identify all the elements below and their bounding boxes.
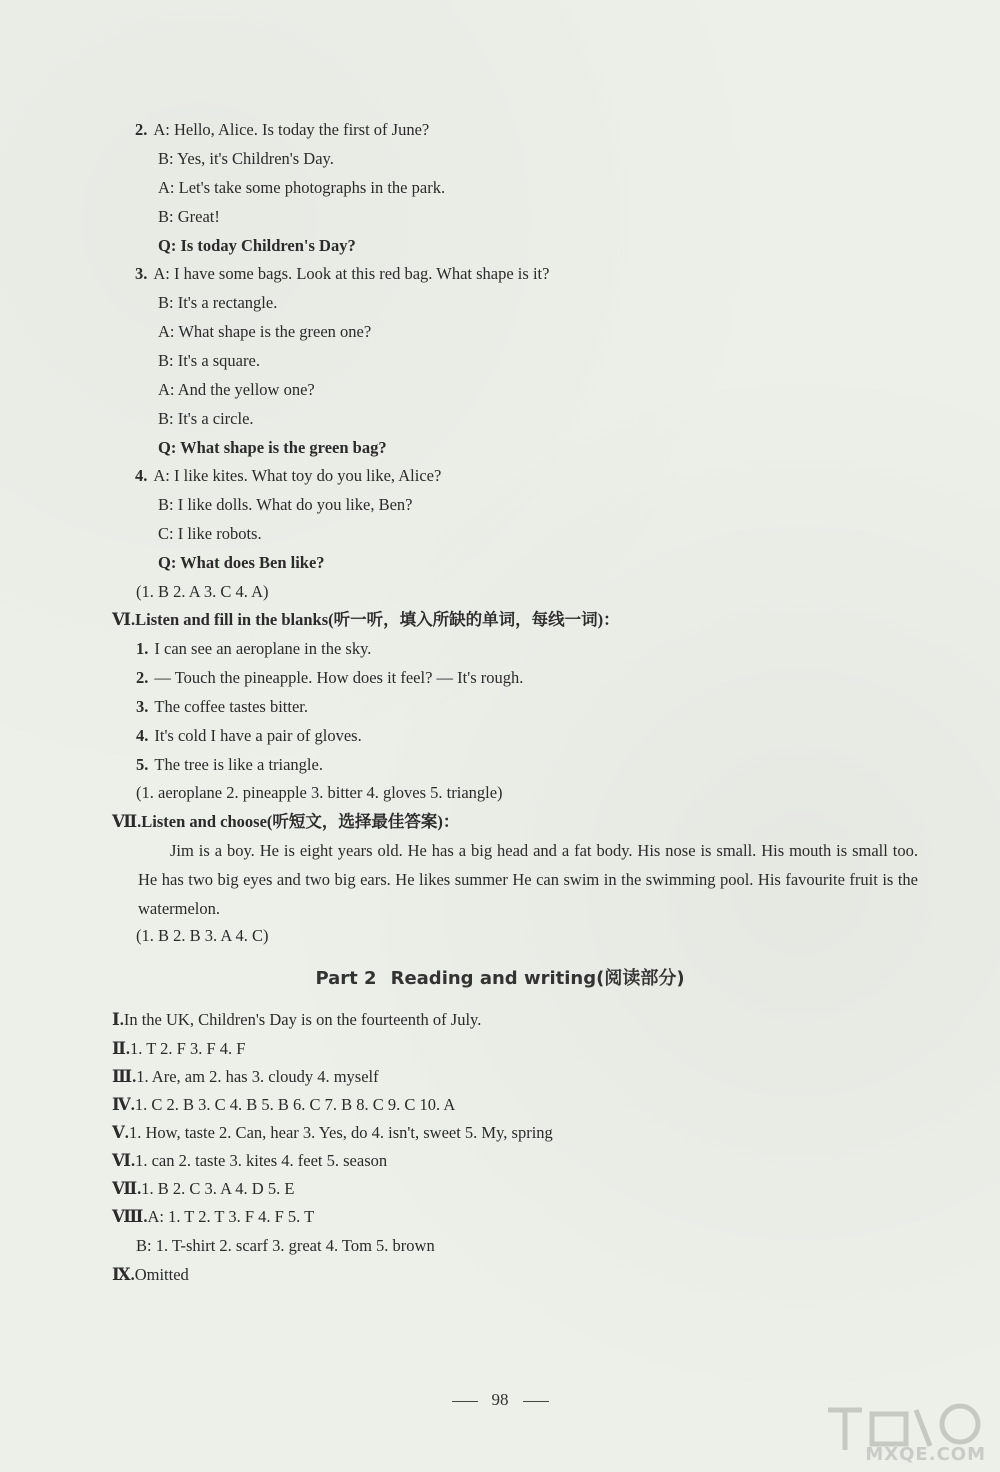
section7-heading: Ⅶ.Listen and choose(听短文，选择最佳答案)：: [112, 812, 460, 831]
part2-answer-8a: Ⅷ.A: 1. T 2. T 3. F 4. F 5. T: [112, 1207, 315, 1226]
section5-answers: (1. B 2. A 3. C 4. A): [136, 582, 269, 601]
section6-item-4: 4. It's cold I have a pair of gloves.: [136, 726, 362, 745]
dialog4-line-1: 4. A: I like kites. What toy do you like, Alice?: [135, 466, 442, 485]
part2-answer-8b: B: 1. T-shirt 2. scarf 3. great 4. Tom 5. brown: [136, 1236, 435, 1255]
dialog3-question: Q: What shape is the green bag?: [158, 438, 387, 457]
section6-item-2: 2. — Touch the pineapple. How does it feel? — It's rough.: [136, 668, 524, 687]
part2-answer-6: Ⅵ.1. can 2. taste 3. kites 4. feet 5. season: [112, 1151, 388, 1170]
dialog4-line-2: B: I like dolls. What do you like, Ben?: [158, 495, 413, 514]
dialog2-question: Q: Is today Children's Day?: [158, 236, 356, 255]
dialog2-line-2: B: Yes, it's Children's Day.: [158, 149, 334, 168]
section6-answers: (1. aeroplane 2. pineapple 3. bitter 4. gloves 5. triangle): [136, 783, 503, 802]
part2-answer-3: Ⅲ.1. Are, am 2. has 3. cloudy 4. myself: [112, 1067, 379, 1086]
dialog3-line-5: A: And the yellow one?: [158, 380, 315, 399]
dialog4-line-3: C: I like robots.: [158, 524, 262, 543]
dialog4-question: Q: What does Ben like?: [158, 553, 325, 572]
section7-passage: Jim is a boy. He is eight years old. He has a big head and a fat body. His nose is small. His mouth is small too. He has two big eyes and two big ears. He likes summer He can swim in the swimming pool. His favourite fruit is the watermelon.: [138, 841, 918, 918]
section6-item-5: 5. The tree is like a triangle.: [136, 755, 323, 774]
page-number: 98: [0, 1390, 1000, 1410]
part2-answer-4: Ⅳ.1. C 2. B 3. C 4. B 5. B 6. C 7. B 8. C 9. C 10. A: [112, 1095, 456, 1114]
dialog3-line-2: B: It's a rectangle.: [158, 293, 278, 312]
watermark-text: MXQE.COM: [865, 1444, 986, 1465]
part2-answer-9: Ⅸ.Omitted: [112, 1265, 189, 1284]
section6-heading: Ⅵ.Listen and fill in the blanks(听一听，填入所缺的单词，每线一词)：: [112, 610, 620, 629]
section6-item-1: 1. I can see an aeroplane in the sky.: [136, 639, 372, 658]
part2-answer-7: Ⅶ.1. B 2. C 3. A 4. D 5. E: [112, 1179, 295, 1198]
dialog3-line-3: A: What shape is the green one?: [158, 322, 372, 341]
part2-answer-5: Ⅴ.1. How, taste 2. Can, hear 3. Yes, do 4. isn't, sweet 5. My, spring: [112, 1123, 553, 1142]
part2-answer-1: Ⅰ.In the UK, Children's Day is on the fourteenth of July.: [112, 1010, 482, 1029]
dialog3-line-4: B: It's a square.: [158, 351, 260, 370]
dialog3-line-1: 3. A: I have some bags. Look at this red bag. What shape is it?: [135, 264, 550, 283]
dialog3-line-6: B: It's a circle.: [158, 409, 254, 428]
section7-answers: (1. B 2. B 3. A 4. C): [136, 926, 269, 945]
part2-heading: Part 2 Reading and writing(阅读部分): [315, 968, 685, 989]
dialog2-line-1: 2. A: Hello, Alice. Is today the first of June?: [135, 120, 430, 139]
dialog2-line-4: B: Great!: [158, 207, 220, 226]
dialog2-line-3: A: Let's take some photographs in the park.: [158, 178, 446, 197]
section6-item-3: 3. The coffee tastes bitter.: [136, 697, 309, 716]
part2-answer-2: Ⅱ.1. T 2. F 3. F 4. F: [112, 1039, 246, 1058]
